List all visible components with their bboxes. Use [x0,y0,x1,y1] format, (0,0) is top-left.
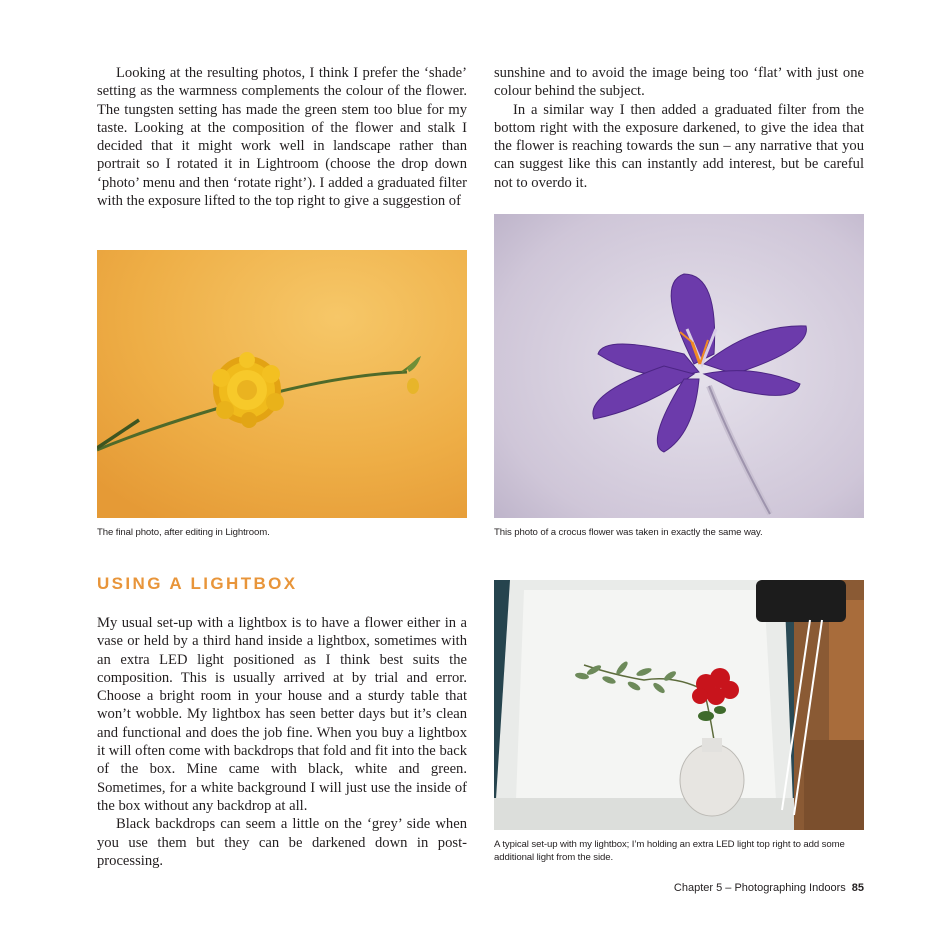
photo-caption: The final photo, after editing in Lightroom. [97,527,270,538]
right-column-top [494,64,864,192]
crocus-photo [494,214,864,518]
body-paragraph: In a similar way I then added a graduated filter from the bottom right with the exposure darkened, to give the idea that the flower is reaching towards the sun – any narrative that you can suggest like this can instantly add interest, but be careful not to overdo it. [494,101,864,191]
section-heading: USING A LIGHTBOX [97,574,298,593]
body-paragraph: Looking at the resulting photos, I think I prefer the ‘shade’ setting as the warmness complements the colour of the flower. The tungsten setting has made the green stem too blue for my taste. Looking at the composition of the flower and stalk I decided that it might work well in landscape rather than portrait so I rotated it in Lightroom (choose the drop down ‘photo’ menu and then ‘rotate right’). I added a graduated filter with the exposure lifted to the top right to give a suggestion of [97,65,467,210]
page-number: 85 [851,882,864,894]
body-paragraph: Black backdrops can seem a little on the ‘grey’ side when you use them but they can be darkened down in post-processing. [97,816,467,869]
yellow-flower-photo [97,250,467,518]
chapter-title: Chapter 5 – Photographing Indoors [673,882,846,894]
left-column-top [97,64,467,210]
body-paragraph: My usual set-up with a lightbox is to have a flower either in a vase or held by a third hand inside a lightbox, sometimes with an extra LED light positioned as I think best suits the composition. This is usually arrived at by trial and error. Choose a bright room in your house and a sturdy table that won’t wobble. My lightbox has seen better days but it’s clean and functional and does the job fine. When you buy a lightbox it will often come with backdrops that fold and fit into the back of the box. Mine came with black, white and green. Sometimes, for a white background I will just use the inside of the box without any backdrop at all. [97,615,467,814]
photo-caption: A typical set-up with my lightbox; I’m holding an extra LED light top right to add some additional light from the side. [494,839,845,863]
page-footer [674,882,864,894]
body-paragraph: sunshine and to avoid the image being too ‘flat’ with just one colour behind the subject. [494,65,864,100]
photo-caption: This photo of a crocus flower was taken in exactly the same way. [494,527,763,538]
lightbox-photo [494,580,864,830]
left-column-bottom [97,614,467,870]
